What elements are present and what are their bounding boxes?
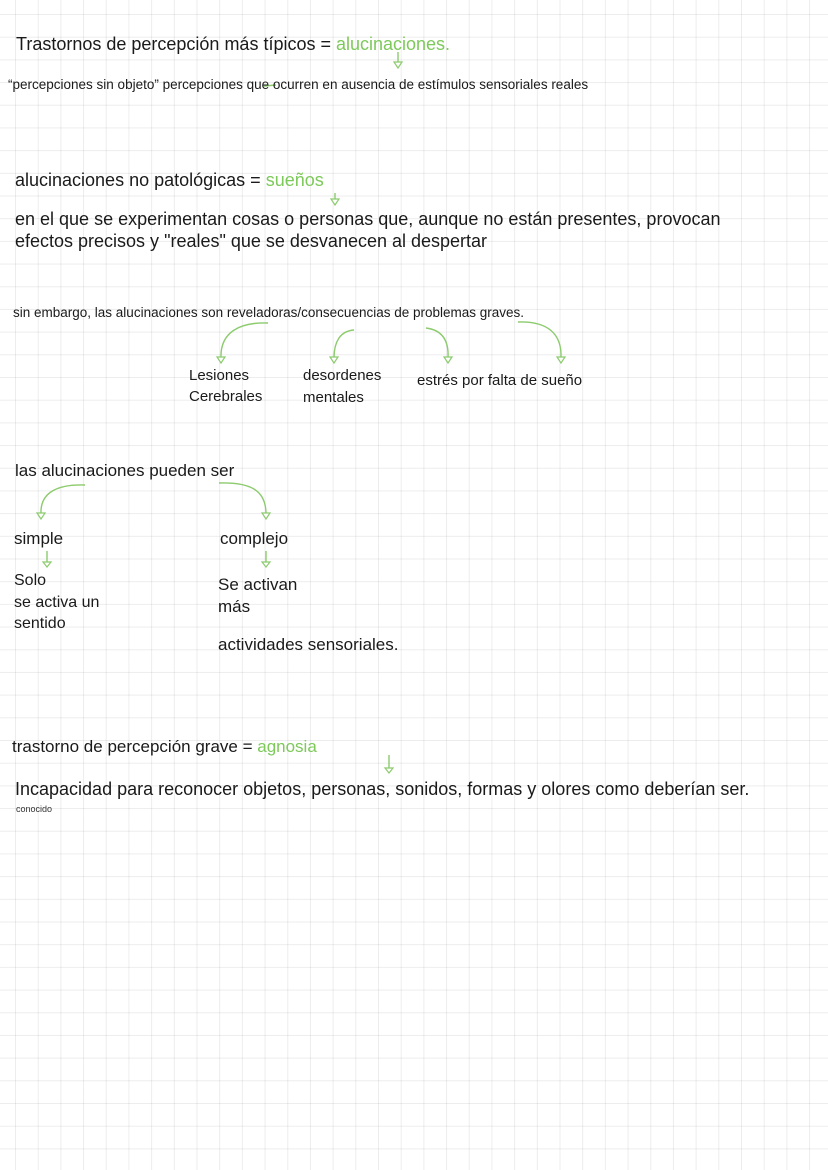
simple-desc-line2: se activa un [14,594,100,611]
cause-lesiones-line2: Cerebrales [189,388,263,405]
simple-desc-line3: sentido [14,615,66,632]
causes-intro: sin embargo, las alucinaciones son reveladoras/consecuencias de problemas graves. [13,305,525,320]
note-conocido: conocido [16,804,53,814]
curved-arrow-icon [518,322,565,363]
complejo-desc-line1: Se activan [218,575,298,594]
curved-arrow-icon [330,330,354,363]
curved-arrow-icon [219,483,270,519]
curved-arrow-icon [426,328,452,363]
heading-no-patologicas [15,170,324,192]
suenos-description-line1: en el que se experimentan cosas o personas que, aunque no están presentes, provocan [15,209,721,229]
highlight-agnosia: agnosia [257,737,317,756]
arrow-down-icon [331,193,339,205]
definition-alucinaciones: “percepciones sin objeto” percepciones que ocurren en ausencia de estímulos sensoriales reales [8,77,589,92]
curved-arrow-icon [37,485,85,519]
label-simple: simple [14,529,64,548]
complejo-desc-line3: actividades sensoriales. [218,635,399,654]
heading-agnosia [12,737,317,757]
agnosia-definition: Incapacidad para reconocer objetos, personas, sonidos, formas y olores como deberían ser. [15,779,750,799]
cause-estres: estrés por falta de sueño [417,372,583,389]
curved-arrow-icon [217,323,268,363]
suenos-description-line2: efectos precisos y "reales" que se desvanecen al despertar [15,231,488,251]
label-complejo: complejo [220,529,289,548]
arrow-down-icon [385,755,393,773]
arrow-down-icon [43,551,51,567]
complejo-desc-line2: más [218,597,251,616]
simple-desc-line1: Solo [14,572,47,589]
heading-trastornos [16,34,450,56]
heading-text: trastorno de percepción grave = [12,737,258,756]
cause-desordenes-line1: desordenes [303,367,382,384]
heading-text: Trastornos de percepción más típicos = [16,34,336,54]
highlight-alucinaciones: alucinaciones. [335,34,451,54]
highlight-suenos: sueños [265,170,324,190]
tipos-heading: las alucinaciones pueden ser [15,461,235,480]
cause-desordenes-line2: mentales [303,389,364,406]
cause-lesiones-line1: Lesiones [189,367,250,384]
arrow-down-icon [262,551,270,567]
heading-text: alucinaciones no patológicas = [15,170,266,190]
